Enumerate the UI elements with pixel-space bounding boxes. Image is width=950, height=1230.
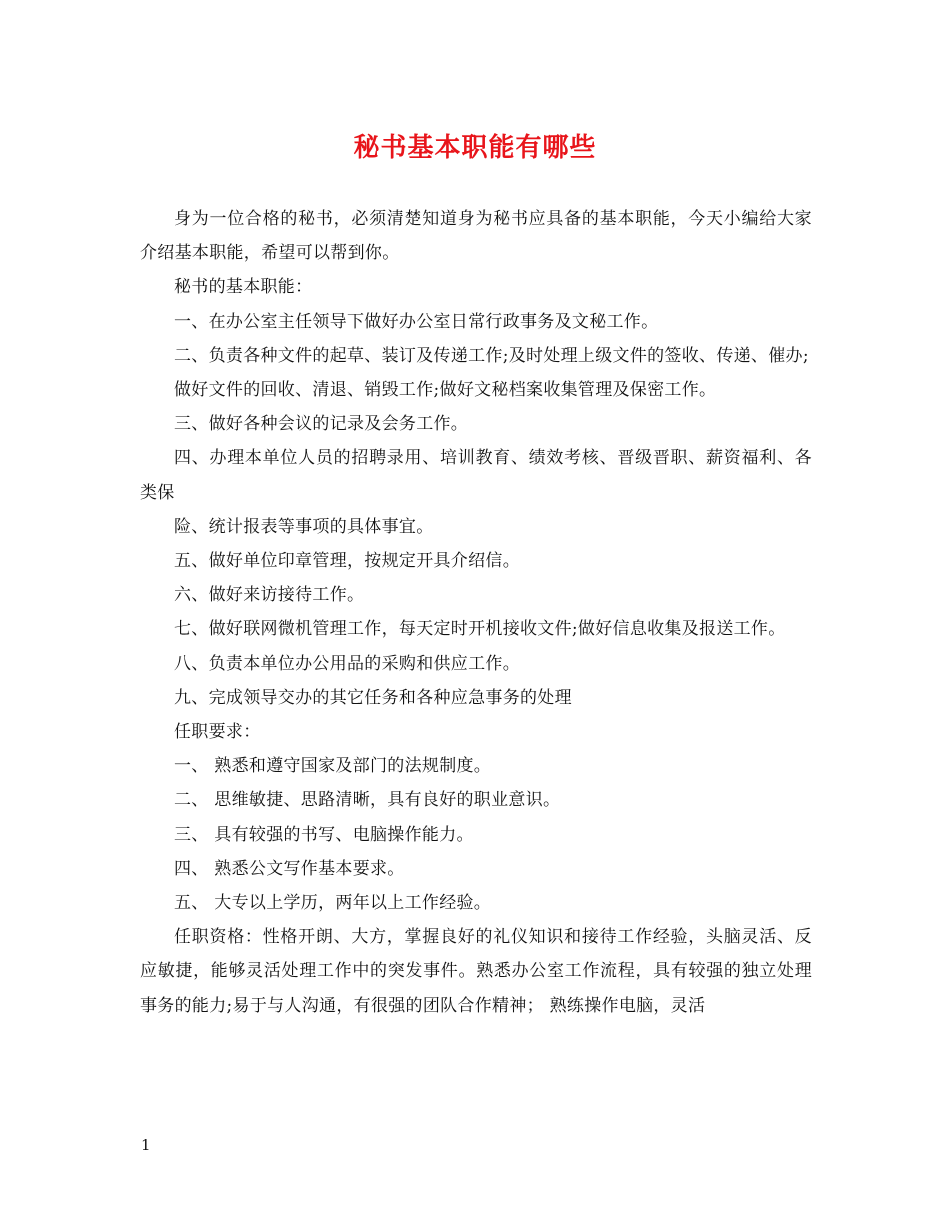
paragraph: 身为一位合格的秘书，必须清楚知道身为秘书应具备的基本职能，今天小编给大家介绍基本职能，希望可以帮到你。 bbox=[140, 209, 812, 264]
paragraph: 六、做好来访接待工作。 bbox=[174, 585, 365, 606]
document-title: 秘书基本职能有哪些 bbox=[353, 133, 597, 163]
paragraph: 二、负责各种文件的起草、装订及传递工作;及时处理上级文件的签收、传递、催办; bbox=[174, 345, 809, 366]
paragraph: 任职资格：性格开朗、大方，掌握良好的礼仪知识和接待工作经验，头脑灵活、反应敏捷，能够灵活处理工作中的突发事件。熟悉办公室工作流程，具有较强的独立处理事务的能力;易于与人沟通，有很强的团队合作精神； 熟练操作电脑，灵活 bbox=[140, 927, 812, 1016]
paragraph: 任职要求： bbox=[174, 722, 261, 743]
paragraph: 七、做好联网微机管理工作，每天定时开机接收文件;做好信息收集及报送工作。 bbox=[174, 619, 786, 640]
list-item: 四、 熟悉公文写作基本要求。 bbox=[174, 858, 405, 879]
paragraph: 做好文件的回收、清退、销毁工作;做好文秘档案收集管理及保密工作。 bbox=[174, 380, 717, 401]
paragraph: 九、完成领导交办的其它任务和各种应急事务的处理 bbox=[174, 687, 572, 708]
document-body bbox=[140, 202, 812, 1023]
paragraph: 五、做好单位印章管理，按规定开具介绍信。 bbox=[174, 551, 520, 572]
paragraph: 八、负责本单位办公用品的采购和供应工作。 bbox=[174, 653, 520, 674]
paragraph: 四、办理本单位人员的招聘录用、培训教育、绩效考核、晋级晋职、薪资福利、各类保 bbox=[140, 448, 812, 503]
list-item: 二、 思维敏捷、思路清晰，具有良好的职业意识。 bbox=[174, 790, 561, 811]
list-item: 三、 具有较强的书写、电脑操作能力。 bbox=[174, 824, 474, 845]
paragraph: 险、统计报表等事项的具体事宜。 bbox=[174, 516, 434, 537]
list-item: 五、 大专以上学历，两年以上工作经验。 bbox=[174, 893, 492, 914]
page-number: 1 bbox=[141, 1136, 151, 1154]
paragraph: 秘书的基本职能： bbox=[174, 277, 313, 298]
list-item: 一、 熟悉和遵守国家及部门的法规制度。 bbox=[174, 756, 492, 777]
paragraph: 三、做好各种会议的记录及会务工作。 bbox=[174, 414, 469, 435]
paragraph: 一、在办公室主任领导下做好办公室日常行政事务及文秘工作。 bbox=[174, 311, 659, 332]
